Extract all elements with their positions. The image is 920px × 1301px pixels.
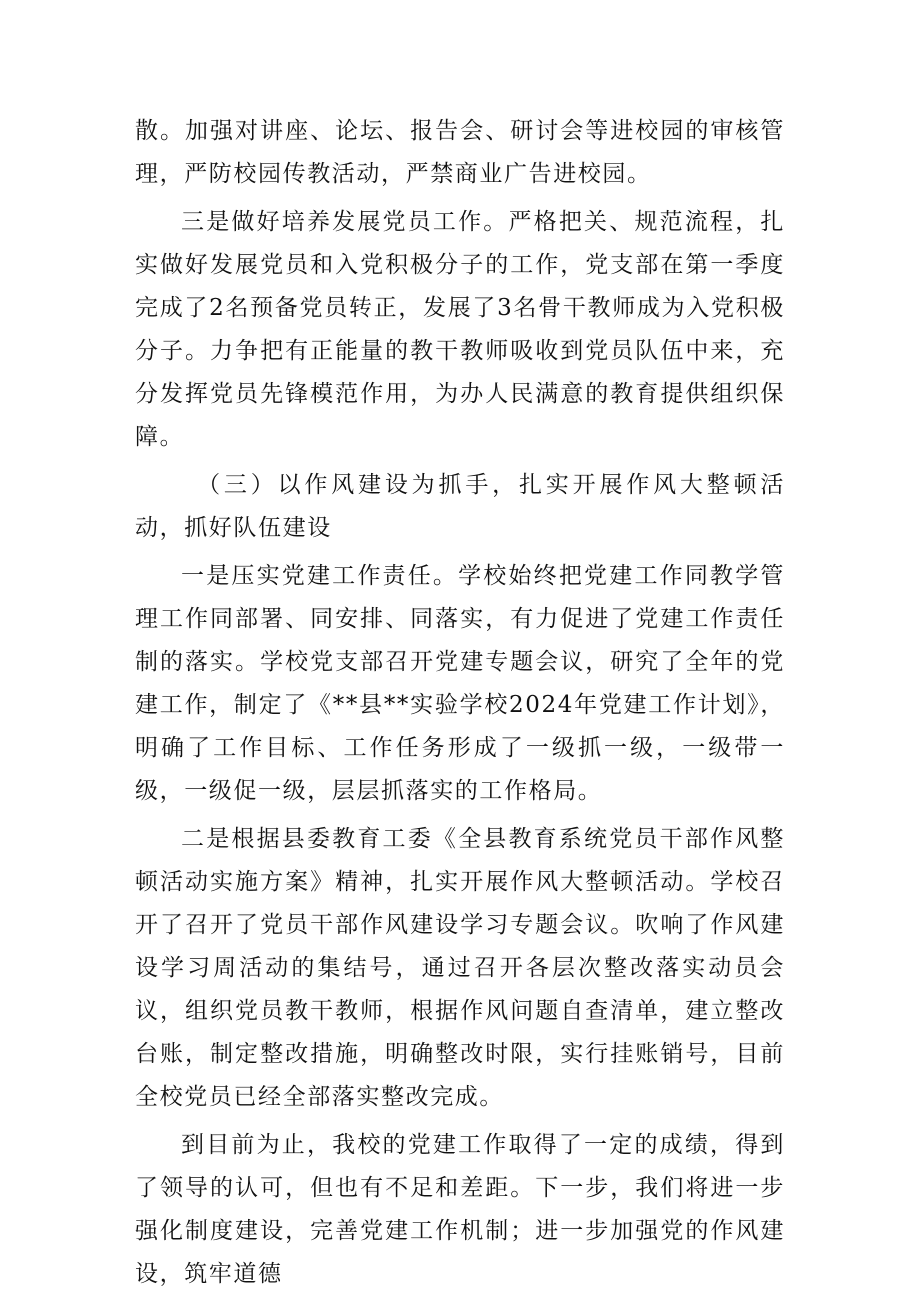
paragraph-continuation: 散。加强对讲座、论坛、报告会、研讨会等进校园的审核管理，严防校园传教活动，严禁商业广告进校园。 xyxy=(135,118,785,187)
section-heading-work-style: （三）以作风建设为抓手，扎实开展作风大整顿活动，抓好队伍建设 xyxy=(135,472,785,541)
document-body xyxy=(135,110,785,1301)
paragraph-party-responsibility: 一是压实党建工作责任。学校始终把党建工作同教学管理工作同部署、同安排、同落实，有力促进了党建工作责任制的落实。学校党支部召开党建专题会议，研究了全年的党建工作，制定了《**县**实验学校2024年党建工作计划》，明确了工作目标、工作任务形成了一级抓一级，一级带一级，一级促一级，层层抓落实的工作格局。 xyxy=(135,563,785,804)
paragraph-party-member-development: 三是做好培养发展党员工作。严格把关、规范流程，扎实做好发展党员和入党积极分子的工作，党支部在第一季度完成了2名预备党员转正，发展了3名骨干教师成为入党积极分子。力争把有正能量的教干教师吸收到党员队伍中来，充分发挥党员先锋模范作用，为办人民满意的教育提供组织保障。 xyxy=(135,209,785,450)
paragraph-work-style-rectification: 二是根据县委教育工委《全县教育系统党员干部作风整顿活动实施方案》精神，扎实开展作风大整顿活动。学校召开了召开了党员干部作风建设学习专题会议。吹响了作风建设学习周活动的集结号，通过召开各层次整改落实动员会议，组织党员教干教师，根据作风问题自查清单，建立整改台账，制定整改措施，明确整改时限，实行挂账销号，目前全校党员已经全部落实整改完成。 xyxy=(135,826,785,1110)
paragraph-summary-next-steps: 到目前为止，我校的党建工作取得了一定的成绩，得到了领导的认可，但也有不足和差距。下一步，我们将进一步强化制度建设，完善党建工作机制；进一步加强党的作风建设，筑牢道德 xyxy=(135,1132,785,1287)
